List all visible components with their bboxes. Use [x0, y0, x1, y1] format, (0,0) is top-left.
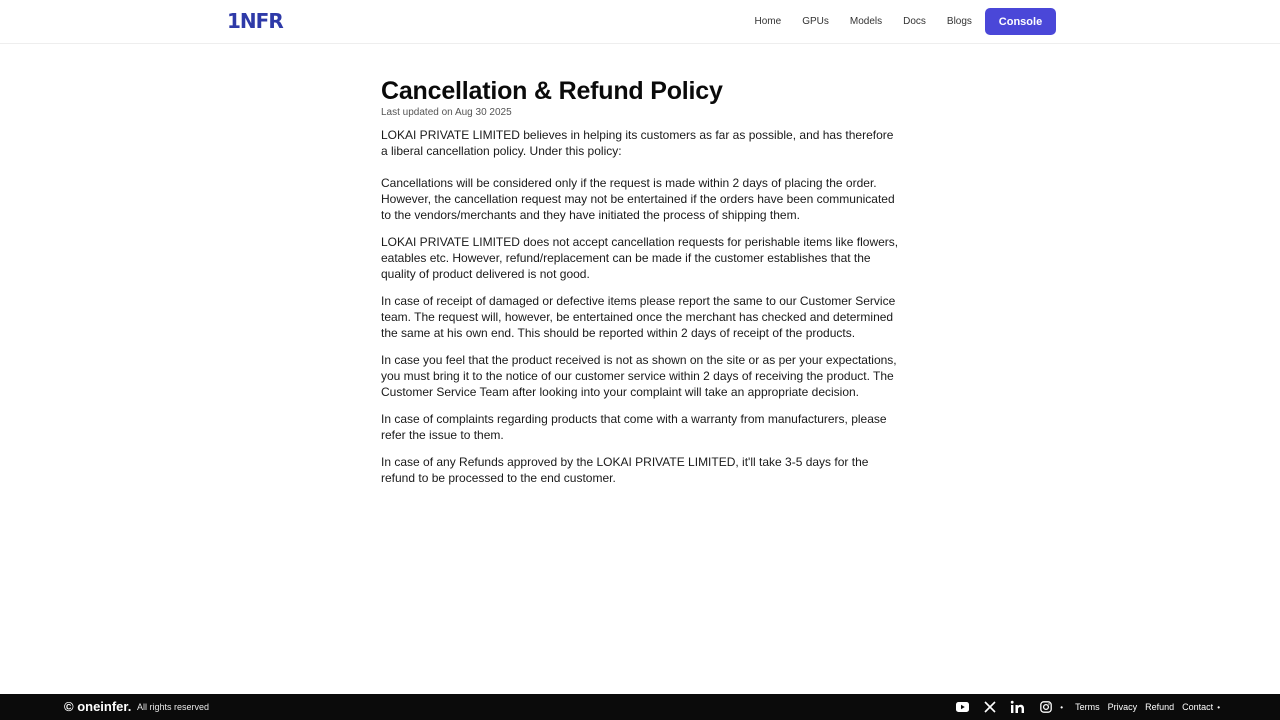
last-updated-text: Last updated on Aug 30 2025 — [381, 107, 512, 118]
x-icon[interactable] — [982, 699, 998, 715]
policy-paragraph: Cancellations will be considered only if the request is made within 2 days of placing the order. However, the cancellation request may not be entertained if the orders have been communicated to the vendors/merchants and they have initiated the process of shipping them. — [381, 176, 895, 222]
footer-refund-link[interactable]: Refund — [1145, 702, 1175, 712]
footer-contact-link[interactable]: Contact — [1182, 702, 1214, 712]
site-header — [0, 0, 1280, 44]
logo-text: 1NFR — [227, 9, 283, 33]
footer-privacy-link[interactable]: Privacy — [1107, 702, 1138, 712]
nav-home-link[interactable]: Home — [754, 16, 782, 27]
policy-paragraph: In case of any Refunds approved by the LOKAI PRIVATE LIMITED, it'll take 3-5 days for the refund to be processed to the end customer. — [381, 455, 869, 485]
policy-paragraph: In case of complaints regarding products that come with a warranty from manufacturers, please refer the issue to them. — [381, 412, 887, 442]
policy-paragraph: In case you feel that the product received is not as shown on the site or as per your expectations, you must bring it to the notice of our customer service within 2 days of receiving the product. The Customer Service Team after looking into your complaint will take an appropriate decision. — [381, 353, 897, 399]
main-nav — [744, 0, 982, 43]
nav-gpus-link[interactable]: GPUs — [802, 16, 829, 27]
site-footer — [0, 694, 1280, 720]
console-button[interactable]: Console — [985, 8, 1056, 35]
policy-paragraph: LOKAI PRIVATE LIMITED believes in helping its customers as far as possible, and has therefore a liberal cancellation policy. Under this policy: — [381, 128, 894, 158]
footer-separator: • — [1217, 702, 1220, 712]
linkedin-icon[interactable] — [1010, 699, 1026, 715]
youtube-icon[interactable] — [954, 699, 970, 715]
site-logo[interactable] — [227, 10, 283, 32]
nav-models-link[interactable]: Models — [849, 16, 883, 27]
footer-links — [954, 694, 1220, 720]
page-title: Cancellation & Refund Policy — [381, 77, 723, 105]
footer-separator: • — [1060, 702, 1064, 712]
nav-docs-link[interactable]: Docs — [903, 16, 926, 27]
instagram-icon[interactable] — [1038, 699, 1054, 715]
policy-content — [381, 76, 901, 486]
policy-paragraph: In case of receipt of damaged or defective items please report the same to our Customer Service team. The request will, however, be entertained once the merchant has checked and determined the same at his own end. This should be reported within 2 days of receipt of the products. — [381, 294, 896, 340]
footer-rights-text: All rights reserved — [137, 702, 210, 712]
nav-blogs-link[interactable]: Blogs — [946, 16, 972, 27]
footer-brand: © oneinfer. — [64, 699, 132, 714]
footer-terms-link[interactable]: Terms — [1075, 702, 1100, 712]
policy-paragraph: LOKAI PRIVATE LIMITED does not accept cancellation requests for perishable items like flowers, eatables etc. However, refund/replacement can be made if the customer establishes that the quality of product delivered is not good. — [381, 235, 899, 281]
